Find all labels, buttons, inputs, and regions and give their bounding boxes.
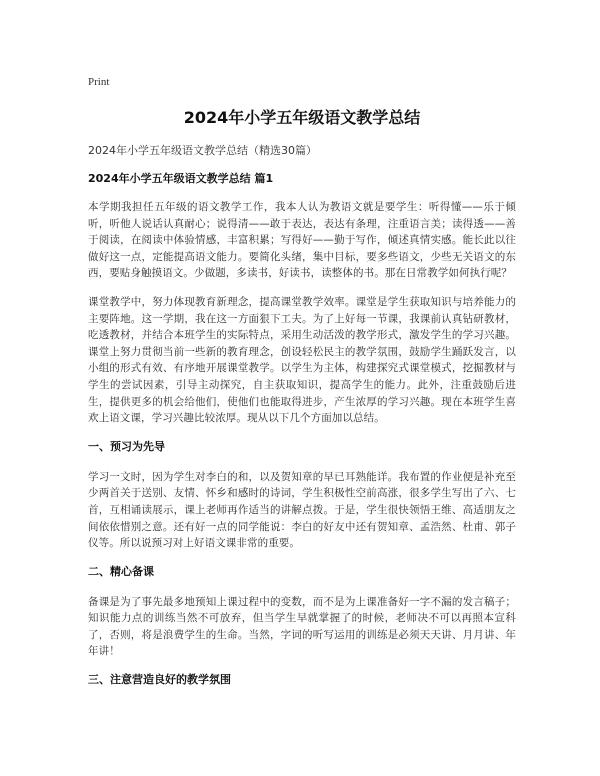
paragraph-lesson-prep: 备课是为了事先最多地预知上课过程中的变数，而不是为上课准备好一字不漏的发言稿子；知识能力点的训练当然不可放弃，但当学生早就掌握了的时候，老师决不可以再照本宣科了，否则，将是浪费学生的生命。当然，字词的听写运用的训练是必须天天讲、月月讲、年年讲！ [88, 595, 516, 658]
document-title: 2024年小学五年级语文教学总结 [183, 108, 421, 127]
heading-lesson-prep: 二、精心备课 [88, 564, 154, 578]
heading-atmosphere: 三、注意营造良好的教学氛围 [88, 673, 231, 687]
heading-preview: 一、预习为先导 [88, 439, 165, 453]
document-subtitle: 2024年小学五年级语文教学总结（精选30篇） [88, 144, 317, 157]
paragraph-preview: 学习一文时，因为学生对李白的和，以及贺知章的早已耳熟能详。我布置的作业便是补充至少两首关于送别、友情、怀乡和感时的诗词，学生积极性空前高涨，很多学生写出了六、七首，互相诵读展示，课上老师再作适当的讲解点拨。于是，学生很快领悟王维、高适朋友之间依依惜别之意。还有好一点的同学能说：李白的好友中还有贺知章、孟浩然、杜甫、郭子仪等。所以说预习对上好语文课非常的重要。 [88, 470, 516, 550]
print-link[interactable]: Print [88, 76, 110, 88]
document-page [88, 70, 516, 702]
intro-paragraph-1: 本学期我担任五年级的语文教学工作，我本人认为教语文就是要学生：听得懂——乐于倾听，听他人说话认真耐心；说得清——敢于表达，表达有条理，注重语言美；读得透——善于阅读，在阅读中体验情感，丰富积累；写得好——勤于写作，倾述真情实感。能长此以往做好这一点，定能提高语文能力。要简化头绪，集中目标，要多些语文，少些无关语文的东西，要贴身触摸语文。少做题，多读书，好读书，读整体的书。那在日常教学如何执行呢？ [88, 201, 516, 280]
section-title: 2024年小学五年级语文教学总结 篇1 [88, 172, 274, 185]
intro-paragraph-2: 课堂教学中，努力体现教育新理念，提高课堂教学效率。课堂是学生获取知识与培养能力的主要阵地。这一学期，我在这一方面狠下工夫。为了上好每一节课，我课前认真钻研教材，吃透教材，并结合本班学生的实际特点，采用生动活泼的教学形式，激发学生的学习兴趣。课堂上努力贯彻当前一些新的教育理念，创设轻松民主的教学氛围，鼓励学生踊跃发言，以小组的形式有效、有序地开展课堂教学。以学生为主体，构建探究式课堂模式，挖掘教材与学生的尝试因素，引导主动探究，自主获取知识，提高学生的能力。此外，注重鼓励后进生，提供更多的机会给他们，使他们也能取得进步，产生浓厚的学习兴趣。现在本班学生喜欢上语文课，学习兴趣比较浓厚。现从以下几个方面加以总结。 [88, 295, 516, 425]
